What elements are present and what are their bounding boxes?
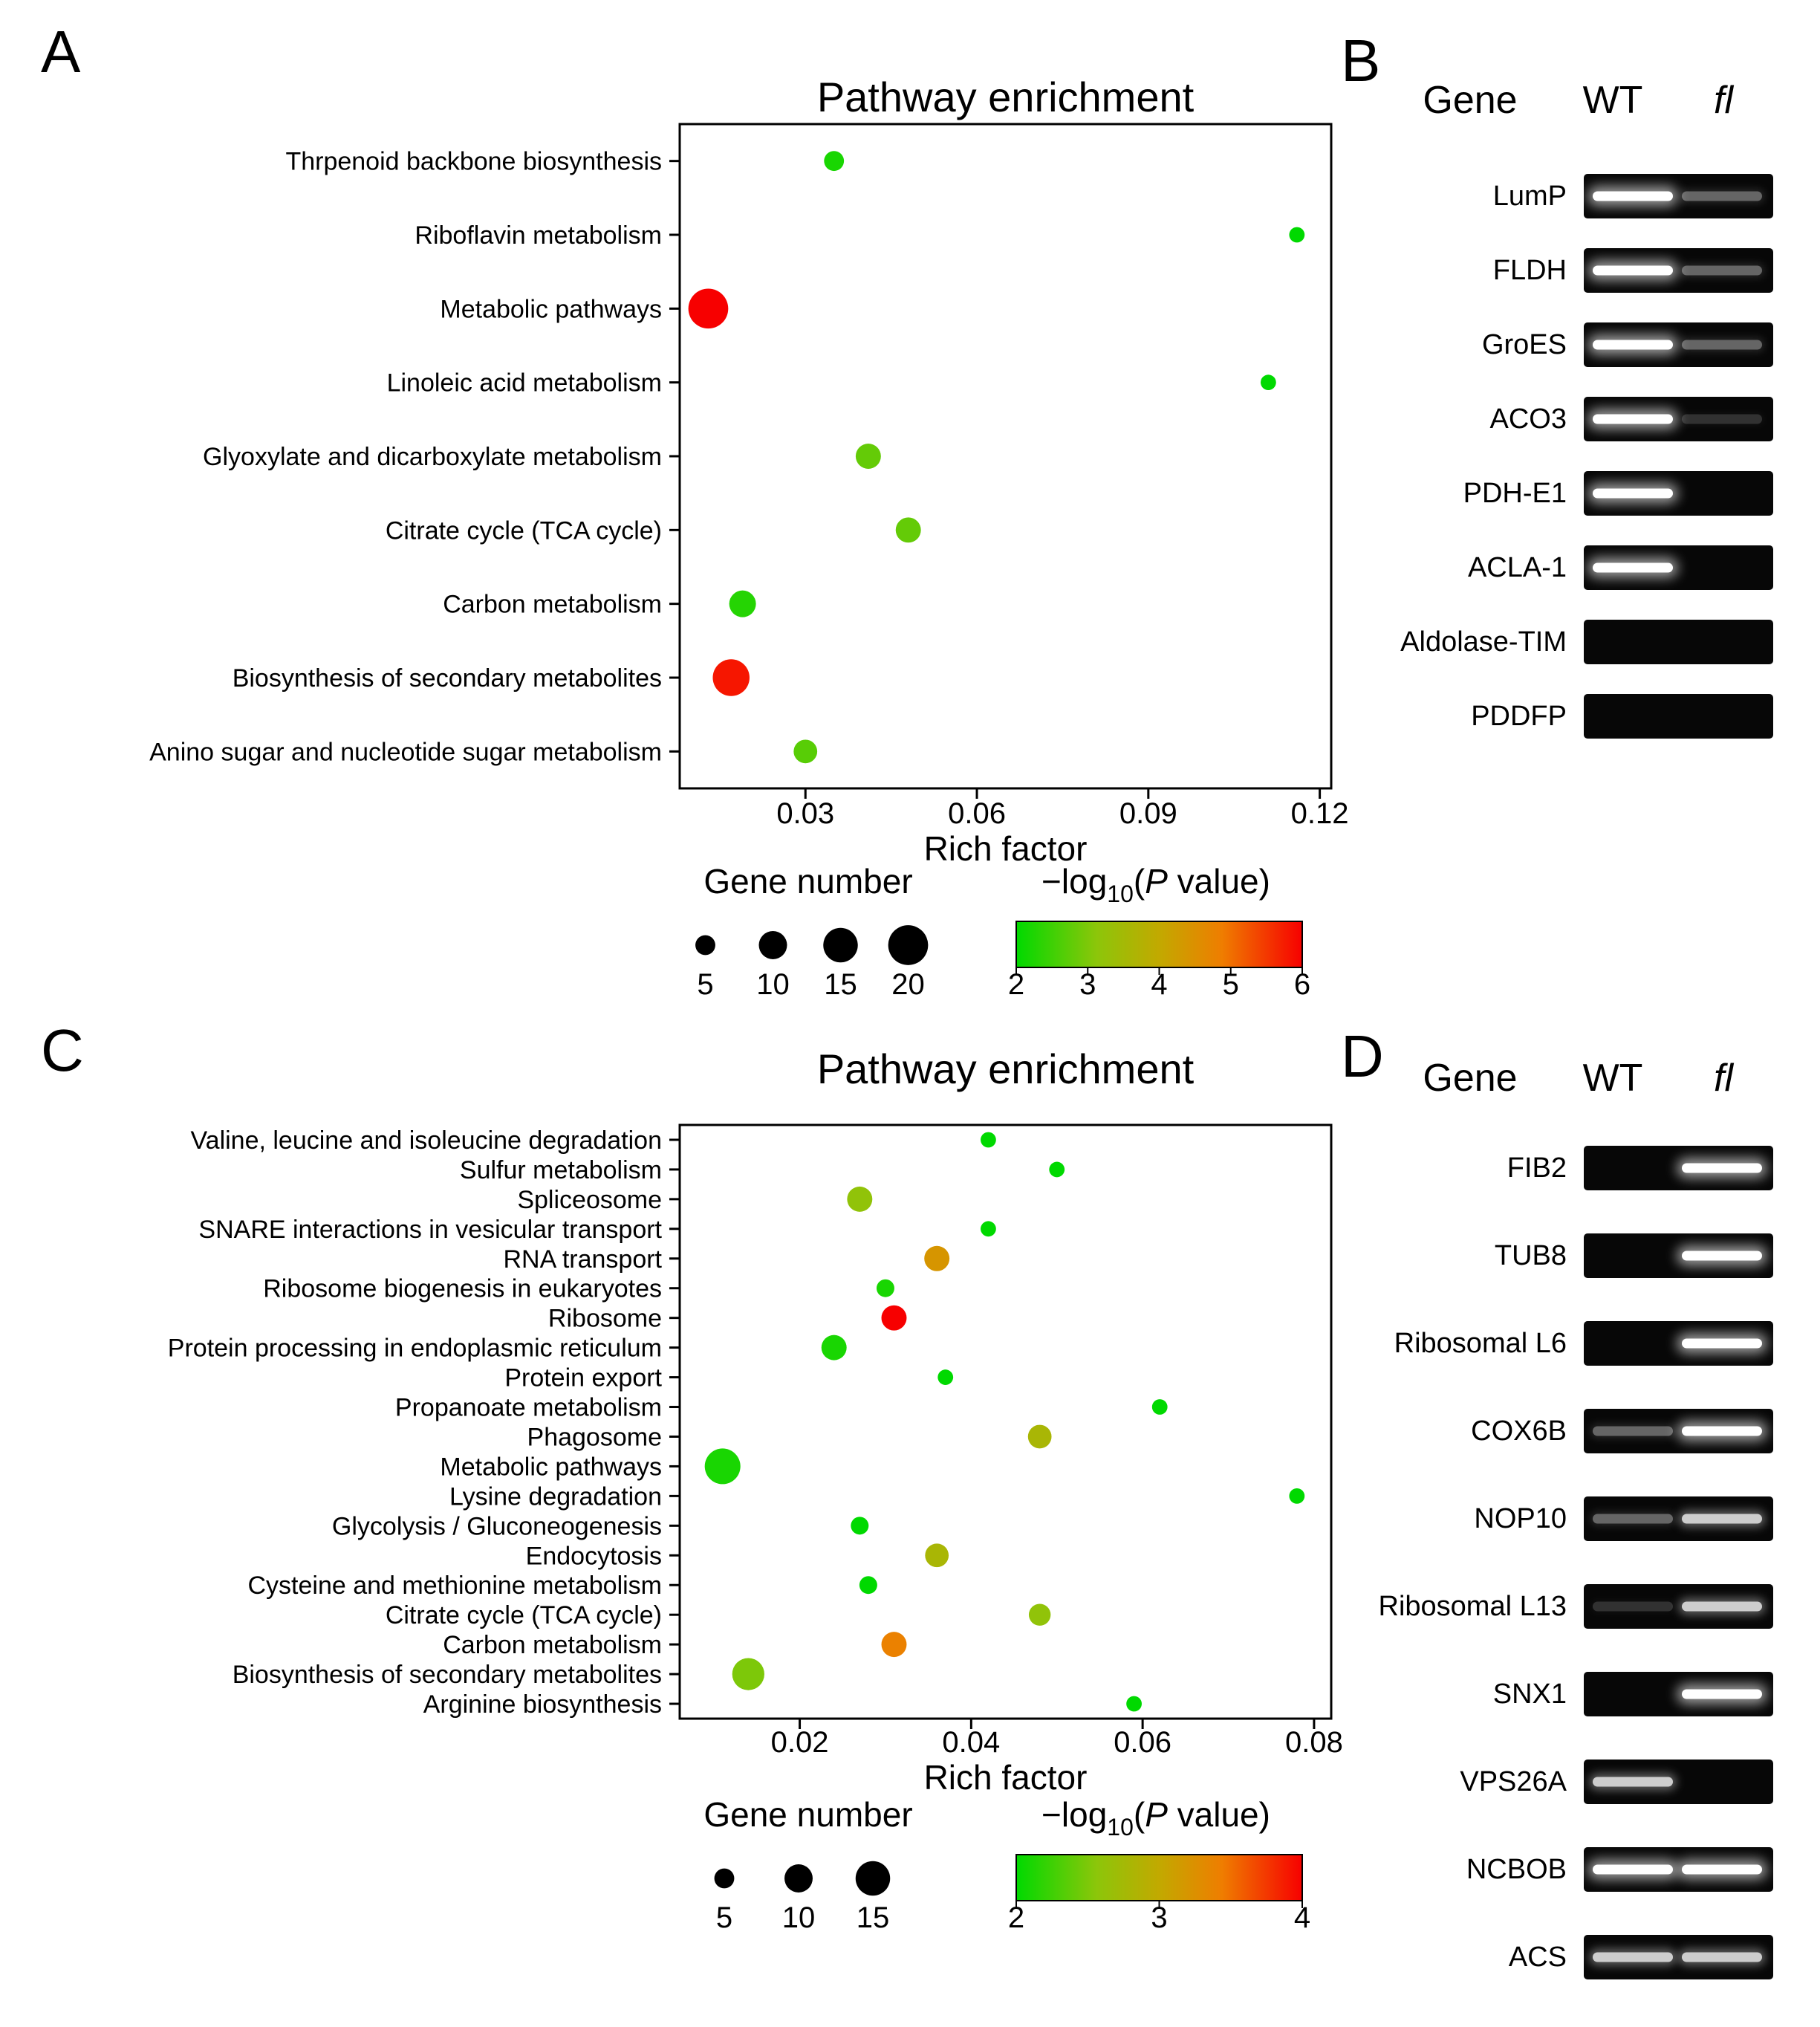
pathway-bubble — [1029, 1603, 1050, 1625]
gel-band-wt — [1593, 415, 1673, 424]
chart-title: Pathway enrichment — [816, 74, 1195, 120]
pathway-bubble — [1289, 227, 1304, 243]
gene-label: SNX1 — [1492, 1679, 1567, 1710]
gene-label: FLDH — [1492, 255, 1567, 286]
pathway-bubble — [824, 151, 844, 171]
size-legend-circle — [856, 1861, 890, 1895]
y-axis-label: Lysine degradation — [449, 1482, 662, 1511]
gel-d-header-wt: WT — [1582, 1057, 1643, 1100]
color-legend-tick-label: 2 — [1007, 968, 1025, 1001]
gel-strip — [1584, 1584, 1773, 1629]
y-axis-label: Ribosome — [547, 1304, 662, 1333]
x-tick-label: 0.02 — [770, 1726, 829, 1759]
pathway-bubble — [937, 1369, 953, 1385]
color-legend-bar — [1016, 921, 1302, 967]
y-axis-label: Endocytosis — [525, 1542, 662, 1571]
y-axis-label: Glycolysis / Gluconeogenesis — [331, 1512, 662, 1541]
x-tick-label: 0.08 — [1284, 1726, 1343, 1759]
panel-d-gel — [1330, 1011, 1820, 2027]
gel-strip — [1584, 1760, 1773, 1804]
gel-band-fl — [1682, 1953, 1762, 1962]
gel-strip — [1584, 174, 1773, 218]
gel-band-fl — [1682, 1690, 1762, 1699]
pathway-bubble — [1049, 1162, 1065, 1178]
size-legend-value: 5 — [715, 1901, 733, 1934]
x-axis-title: Rich factor — [923, 1758, 1088, 1797]
pathway-bubble — [1152, 1399, 1168, 1415]
color-legend-tick-label: 3 — [1079, 968, 1096, 1001]
gel-strip — [1584, 471, 1773, 516]
y-axis-label: Cysteine and methionine metabolism — [247, 1572, 662, 1600]
gel-b-header-wt: WT — [1582, 79, 1643, 122]
y-axis-label: Biosynthesis of secondary metabolites — [232, 1661, 662, 1690]
y-axis-label: Metabolic pathways — [440, 1453, 662, 1482]
y-axis-label: Biosynthesis of secondary metabolites — [232, 664, 662, 693]
size-legend-title: Gene number — [703, 1795, 913, 1834]
gene-label: PDDFP — [1471, 701, 1567, 732]
pathway-bubble — [1028, 1425, 1052, 1449]
y-axis-label: Ribosome biogenesis in eukaryotes — [263, 1274, 662, 1303]
gel-band-fl — [1682, 340, 1762, 350]
y-axis-label: Protein export — [504, 1363, 662, 1392]
gel-band-fl — [1682, 192, 1762, 201]
gel-band-wt — [1593, 266, 1673, 276]
size-legend-value: 15 — [856, 1901, 890, 1934]
gel-strip — [1584, 1409, 1773, 1453]
x-tick-label: 0.06 — [948, 797, 1006, 830]
gel-strip — [1584, 1233, 1773, 1278]
pathway-bubble — [856, 444, 881, 469]
color-legend-tick-label: 6 — [1293, 968, 1311, 1001]
gel-strip — [1584, 1847, 1773, 1892]
gel-strip — [1584, 694, 1773, 739]
size-legend-value: 20 — [891, 968, 925, 1001]
y-axis-label: SNARE interactions in vesicular transport — [198, 1215, 662, 1244]
size-legend-circle — [759, 931, 787, 959]
gel-band-wt — [1593, 1953, 1673, 1962]
gel-b-header-gene: Gene — [1423, 79, 1518, 122]
panel-b-label: B — [1341, 27, 1381, 94]
gel-band-fl — [1682, 1339, 1762, 1349]
color-legend-tick-label: 4 — [1293, 1901, 1311, 1934]
gene-label: COX6B — [1471, 1415, 1567, 1447]
x-tick-label: 0.04 — [942, 1726, 1001, 1759]
size-legend-circle — [715, 1869, 735, 1889]
pathway-bubble — [793, 739, 817, 763]
size-legend-circle — [695, 935, 715, 956]
gene-label: Ribosomal L13 — [1378, 1591, 1567, 1622]
gel-band-wt — [1593, 563, 1673, 573]
pathway-bubble — [882, 1632, 907, 1657]
gel-band-fl — [1682, 1427, 1762, 1436]
gel-strip — [1584, 1935, 1773, 1979]
y-axis-label: Spliceosome — [517, 1185, 662, 1214]
gene-label: LumP — [1492, 181, 1567, 212]
gel-strip — [1584, 248, 1773, 293]
gene-label: NCBOB — [1466, 1854, 1567, 1885]
pathway-bubble — [689, 289, 729, 329]
gel-strip — [1584, 1146, 1773, 1190]
size-legend-circle — [823, 928, 857, 962]
gel-band-wt — [1593, 340, 1673, 350]
color-legend-tick-label: 5 — [1222, 968, 1239, 1001]
y-axis-label: Anino sugar and nucleotide sugar metabolism — [149, 738, 662, 767]
pathway-bubble — [729, 591, 756, 617]
gel-band-wt — [1593, 1602, 1673, 1612]
gel-strip — [1584, 1672, 1773, 1716]
gel-b-header-fl: fl — [1714, 79, 1733, 122]
gene-label: NOP10 — [1474, 1503, 1567, 1534]
pathway-bubble — [732, 1658, 764, 1690]
y-axis-label: Thrpenoid backbone biosynthesis — [285, 147, 662, 176]
y-axis-label: Sulfur metabolism — [459, 1155, 662, 1184]
y-axis-label: Glyoxylate and dicarboxylate metabolism — [203, 443, 662, 471]
gel-strip — [1584, 322, 1773, 367]
size-legend-value: 5 — [697, 968, 714, 1001]
size-legend-value: 10 — [781, 1901, 816, 1934]
pathway-bubble — [712, 659, 749, 695]
y-axis-label: Linoleic acid metabolism — [386, 369, 662, 398]
gene-label: GroES — [1481, 329, 1567, 360]
gel-band-wt — [1593, 489, 1673, 499]
pathway-bubble — [1126, 1696, 1142, 1712]
color-legend-title: $-\log_{10}(P$ value) — [1041, 1795, 1270, 1840]
size-legend-circle — [888, 925, 929, 965]
chart-title: Pathway enrichment — [816, 1045, 1195, 1092]
gel-band-wt — [1593, 1427, 1673, 1436]
gel-strip — [1584, 620, 1773, 664]
gel-band-fl — [1682, 1514, 1762, 1524]
gene-label: ACLA-1 — [1467, 552, 1567, 583]
pathway-bubble — [847, 1187, 872, 1212]
size-legend-value: 10 — [756, 968, 790, 1001]
plot-box — [680, 1125, 1331, 1719]
pathway-bubble — [882, 1306, 907, 1331]
gel-strip — [1584, 545, 1773, 590]
pathway-bubble — [705, 1448, 741, 1484]
size-legend-value: 15 — [824, 968, 857, 1001]
gene-label: ACS — [1508, 1942, 1567, 1973]
pathway-bubble — [1289, 1488, 1304, 1504]
y-axis-label: Arginine biosynthesis — [423, 1690, 662, 1719]
gene-label: Aldolase-TIM — [1400, 626, 1567, 658]
gene-label: VPS26A — [1460, 1766, 1567, 1797]
x-axis-title: Rich factor — [923, 829, 1088, 868]
pathway-bubble — [925, 1543, 949, 1567]
pathway-bubble — [981, 1221, 996, 1236]
color-legend-bar — [1016, 1855, 1302, 1901]
size-legend-circle — [784, 1864, 813, 1893]
panel-a-pathway-enrichment-chart — [0, 0, 1374, 1040]
y-axis-label: Metabolic pathways — [440, 295, 662, 324]
y-axis-label: Riboflavin metabolism — [415, 221, 662, 250]
x-tick-label: 0.12 — [1290, 797, 1349, 830]
plot-box — [680, 124, 1331, 788]
gel-band-fl — [1682, 1164, 1762, 1173]
y-axis-label: Citrate cycle (TCA cycle) — [385, 1601, 662, 1630]
panel-d-label: D — [1341, 1023, 1384, 1089]
gel-band-wt — [1593, 1777, 1673, 1787]
y-axis-label: Protein processing in endoplasmic reticulum — [167, 1334, 662, 1363]
gel-d-header-fl: fl — [1714, 1057, 1733, 1100]
gel-d-header-gene: Gene — [1423, 1057, 1518, 1100]
y-axis-label: Propanoate metabolism — [394, 1393, 662, 1422]
pathway-bubble — [822, 1335, 847, 1360]
gel-strip — [1584, 397, 1773, 441]
panel-b-gel — [1330, 22, 1820, 840]
color-legend-title: $-\log_{10}(P$ value) — [1041, 862, 1270, 907]
x-tick-label: 0.09 — [1119, 797, 1177, 830]
y-axis-label: Citrate cycle (TCA cycle) — [385, 516, 662, 545]
gene-label: FIB2 — [1507, 1152, 1567, 1184]
color-legend-tick-label: 2 — [1007, 1901, 1025, 1934]
gel-strip — [1584, 1321, 1773, 1366]
pathway-bubble — [851, 1517, 868, 1534]
pathway-bubble — [981, 1132, 996, 1148]
x-tick-label: 0.06 — [1114, 1726, 1172, 1759]
gel-band-wt — [1593, 1514, 1673, 1524]
x-tick-label: 0.03 — [776, 797, 835, 830]
gel-band-fl — [1682, 415, 1762, 424]
gel-band-fl — [1682, 1865, 1762, 1875]
pathway-bubble — [896, 517, 921, 542]
color-legend-tick-label: 3 — [1151, 1901, 1168, 1934]
panel-c-label: C — [41, 1017, 84, 1083]
gel-band-fl — [1682, 266, 1762, 276]
gel-band-fl — [1682, 1602, 1762, 1612]
pathway-bubble — [859, 1576, 877, 1594]
gel-strip — [1584, 1496, 1773, 1541]
y-axis-label: RNA transport — [503, 1245, 662, 1274]
panel-c-pathway-enrichment-chart — [0, 988, 1374, 2027]
size-legend-title: Gene number — [703, 862, 913, 901]
gel-band-fl — [1682, 1251, 1762, 1261]
y-axis-label: Carbon metabolism — [443, 590, 662, 619]
gene-label: Ribosomal L6 — [1394, 1328, 1567, 1359]
pathway-bubble — [1261, 374, 1276, 390]
panel-a-label: A — [41, 19, 81, 85]
pathway-bubble — [924, 1246, 949, 1271]
y-axis-label: Carbon metabolism — [443, 1631, 662, 1660]
y-axis-label: Phagosome — [527, 1423, 662, 1452]
gene-label: ACO3 — [1489, 403, 1567, 435]
y-axis-label: Valine, leucine and isoleucine degradation — [190, 1126, 662, 1155]
gel-band-wt — [1593, 192, 1673, 201]
gel-band-wt — [1593, 1865, 1673, 1875]
pathway-bubble — [877, 1280, 894, 1297]
gene-label: TUB8 — [1494, 1240, 1567, 1271]
color-legend-tick-label: 4 — [1151, 968, 1168, 1001]
gene-label: PDH-E1 — [1463, 478, 1567, 509]
